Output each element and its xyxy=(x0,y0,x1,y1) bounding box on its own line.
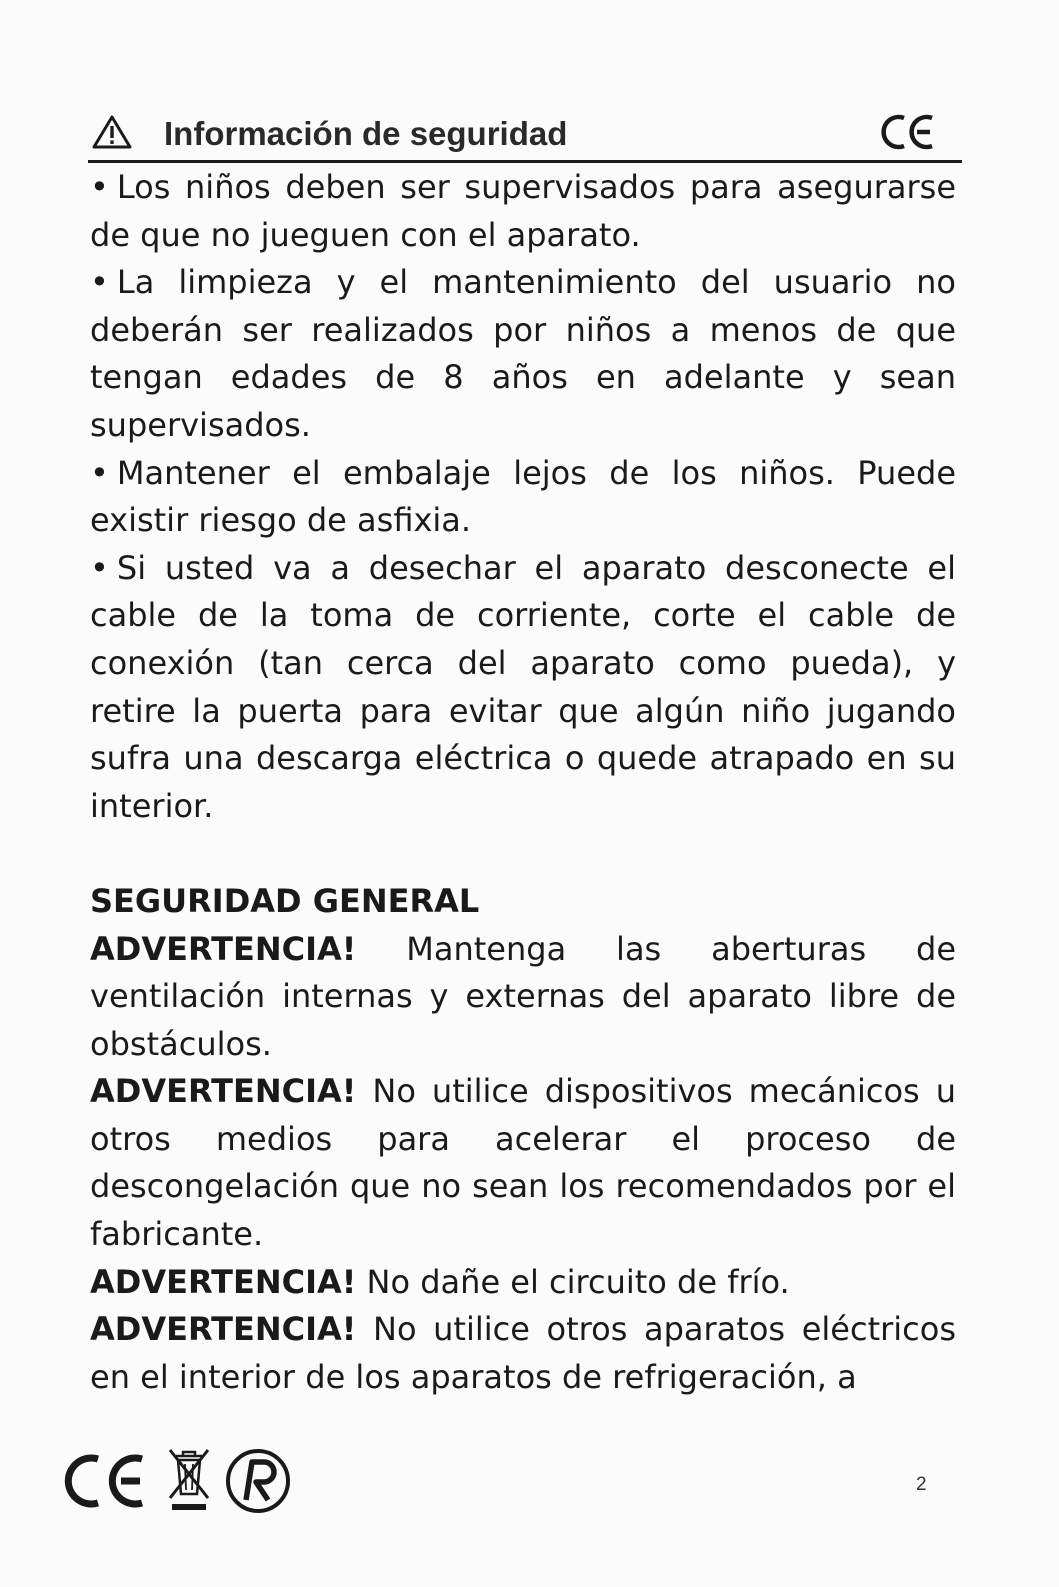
warning-label: ADVERTENCIA! xyxy=(90,1072,357,1111)
paragraph-text: Mantener el embalaje lejos de los niños. Puede existir riesgo de asfixia. xyxy=(90,453,956,540)
bullet-dot: • xyxy=(90,548,109,587)
ce-mark-icon xyxy=(60,1450,148,1512)
section-heading: SEGURIDAD GENERAL xyxy=(90,881,480,920)
warning-triangle-icon xyxy=(92,114,132,150)
warning-text: No utilice otros aparatos eléctricos en el interior de los aparatos de refrigeración, a xyxy=(90,1310,957,1396)
ce-mark-icon xyxy=(880,112,936,152)
bullet-dot: • xyxy=(90,263,109,302)
warning-label: ADVERTENCIA! xyxy=(90,1310,357,1349)
warning-paragraph-2 xyxy=(90,1068,956,1258)
bullet-paragraph-3 xyxy=(90,450,956,545)
header-bar xyxy=(88,108,962,163)
bullet-paragraph-1 xyxy=(90,164,956,259)
warning-text: No utilice dispositivos mecánicos u otros medios para acelerar el proceso de descongelación que no sean los recomendados por el fabricante. xyxy=(90,1072,957,1254)
warning-text: No dañe el circuito de frío. xyxy=(366,1262,790,1301)
page-number: 2 xyxy=(916,1474,927,1495)
warning-paragraph-1 xyxy=(90,926,956,1069)
paragraph-text: Los niños deben ser supervisados para asegurarse de que no jueguen con el aparato. xyxy=(90,168,956,254)
warning-text: Mantenga las aberturas de ventilación internas y externas del aparato libre de obstáculos. xyxy=(90,929,957,1063)
bullet-dot: • xyxy=(90,453,109,492)
bullet-paragraph-4 xyxy=(90,545,956,831)
bullet-dot: • xyxy=(90,168,109,206)
warning-paragraph-3 xyxy=(90,1259,956,1307)
warning-label: ADVERTENCIA! xyxy=(90,929,357,968)
registered-r-icon xyxy=(222,1446,298,1516)
document-body xyxy=(90,164,956,1401)
page-title: Información de seguridad xyxy=(164,115,568,152)
paragraph-text: La limpieza y el mantenimiento del usuario no deberán ser realizados por niños a menos de que tengan edades de 8 años en adelante y sean supervisados. xyxy=(90,263,956,444)
warning-label: ADVERTENCIA! xyxy=(90,1262,357,1301)
paragraph-text: Si usted va a desechar el aparato desconecte el cable de la toma de corriente, corte el cable de conexión (tan cerca del aparato como pueda), y retire la puerta para evitar que algún niño jugando sufra una descarga eléctrica o quede atrapado en su interior. xyxy=(90,548,956,825)
weee-bin-icon xyxy=(166,1444,212,1514)
warning-paragraph-4 xyxy=(90,1306,956,1401)
bullet-paragraph-2 xyxy=(90,259,956,449)
